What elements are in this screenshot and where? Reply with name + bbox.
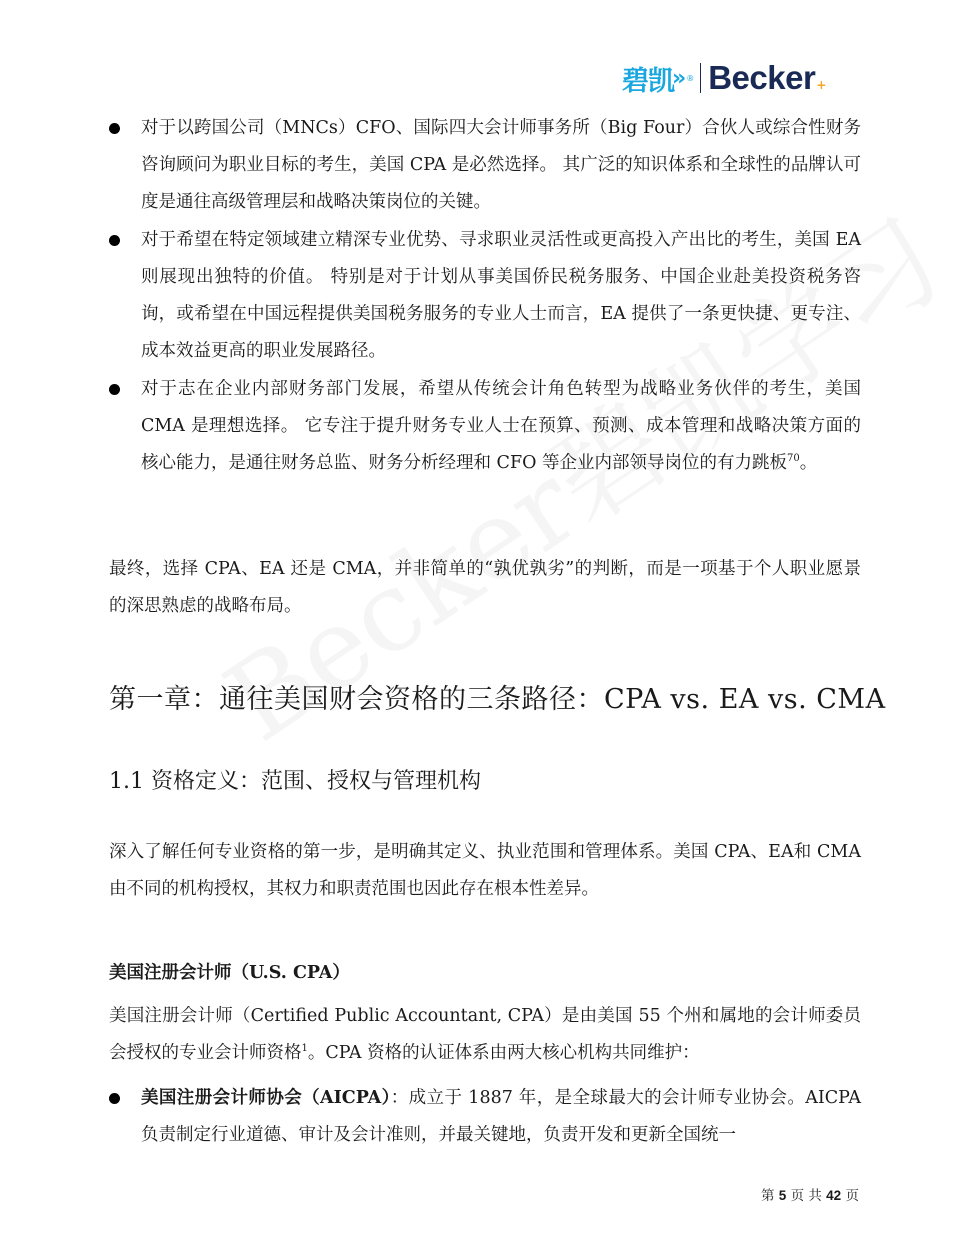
current-page: 5 xyxy=(778,1188,787,1203)
plus-icon: + xyxy=(816,78,827,92)
page-suffix: 页 xyxy=(845,1188,859,1204)
list-item xyxy=(109,222,861,370)
chapter-title: 第一章：通往美国财会资格的三条路径：CPA vs. EA vs. CMA xyxy=(109,684,886,715)
list-item xyxy=(109,1080,861,1154)
chevron-icon: » xyxy=(672,65,687,91)
footnote-ref: 70 xyxy=(787,453,800,464)
cpa-paragraph xyxy=(109,998,861,1072)
subsection-title: 美国注册会计师（U.S. CPA） xyxy=(109,963,350,983)
becker-logo xyxy=(622,58,826,98)
list-item xyxy=(109,371,861,482)
page-number xyxy=(761,1184,859,1204)
bullet-text xyxy=(141,1080,861,1154)
bullet-icon xyxy=(109,1093,120,1104)
logo-chinese-text: 碧凯 xyxy=(622,65,674,97)
bullet-icon xyxy=(109,235,120,246)
cpa-text-b: 。CPA 资格的认证体系由两大核心机构共同维护： xyxy=(307,1043,700,1063)
bullet-text: 对于希望在特定领域建立精深专业优势、寻求职业灵活性或更高投入产出比的考生，美国 EA 则展现出独特的价值。 特别是对于计划从事美国侨民税务服务、中国企业赴美投资税务咨询，或希望在中国远程提供美国税务服务的专业人士而言，EA 提供了一条更快捷、更专注、成本效益更高的职业发展路径。 xyxy=(141,230,861,361)
bullet-text-end: 。 xyxy=(799,453,818,473)
list-item xyxy=(109,110,861,221)
bullet-text-main: 对于志在企业内部财务部门发展，希望从传统会计角色转型为战略业务伙伴的考生，美国 CMA 是理想选择。 它专注于提升财务专业人士在预算、预测、成本管理和战略决策方面的核心能力，是通往财务总监、财务分析经理和 CFO 等企业内部领导岗位的有力跳板 xyxy=(141,379,861,473)
bullet-text xyxy=(141,371,861,482)
cpa-text-a: 美国注册会计师（Certified Public Accountant, CPA）是由美国 55 个州和属地的会计师委员会授权的专业会计师资格 xyxy=(109,1006,861,1063)
logo-divider xyxy=(700,63,701,93)
page-prefix: 第 xyxy=(760,1188,775,1204)
total-pages: 42 xyxy=(826,1188,842,1203)
page-middle: 页 共 xyxy=(790,1188,822,1204)
registered-icon: ® xyxy=(686,73,695,83)
footnote-ref: 1 xyxy=(301,1043,308,1054)
bullet-text: 对于以跨国公司（MNCs）CFO、国际四大会计师事务所（Big Four）合伙人或综合性财务咨询顾问为职业目标的考生，美国 CPA 是必然选择。 其广泛的知识体系和全球性的品牌认可度是通往高级管理层和战略决策岗位的关键。 xyxy=(141,118,861,212)
conclusion-paragraph: 最终，选择 CPA、EA 还是 CMA，并非简单的“孰优孰劣”的判断，而是一项基于个人职业愿景的深思熟虑的战略布局。 xyxy=(109,559,861,616)
bullet-icon xyxy=(109,123,120,134)
logo-english-text: Becker xyxy=(708,59,816,96)
section-title: 1.1 资格定义：范围、授权与管理机构 xyxy=(109,769,481,794)
bullet-icon xyxy=(109,384,120,395)
aicpa-label: 美国注册会计师协会（AICPA） xyxy=(141,1088,391,1108)
section-intro-paragraph: 深入了解任何专业资格的第一步，是明确其定义、执业范围和管理体系。美国 CPA、EA和 CMA 由不同的机构授权，其权力和职责范围也因此存在根本性差异。 xyxy=(109,842,861,899)
aicpa-text: ：成立于 1887 年，是全球最大的会计师专业协会。AICPA 负责制定行业道德、审计及会计准则，并最关键地，负责开发和更新全国统一 xyxy=(141,1088,861,1145)
